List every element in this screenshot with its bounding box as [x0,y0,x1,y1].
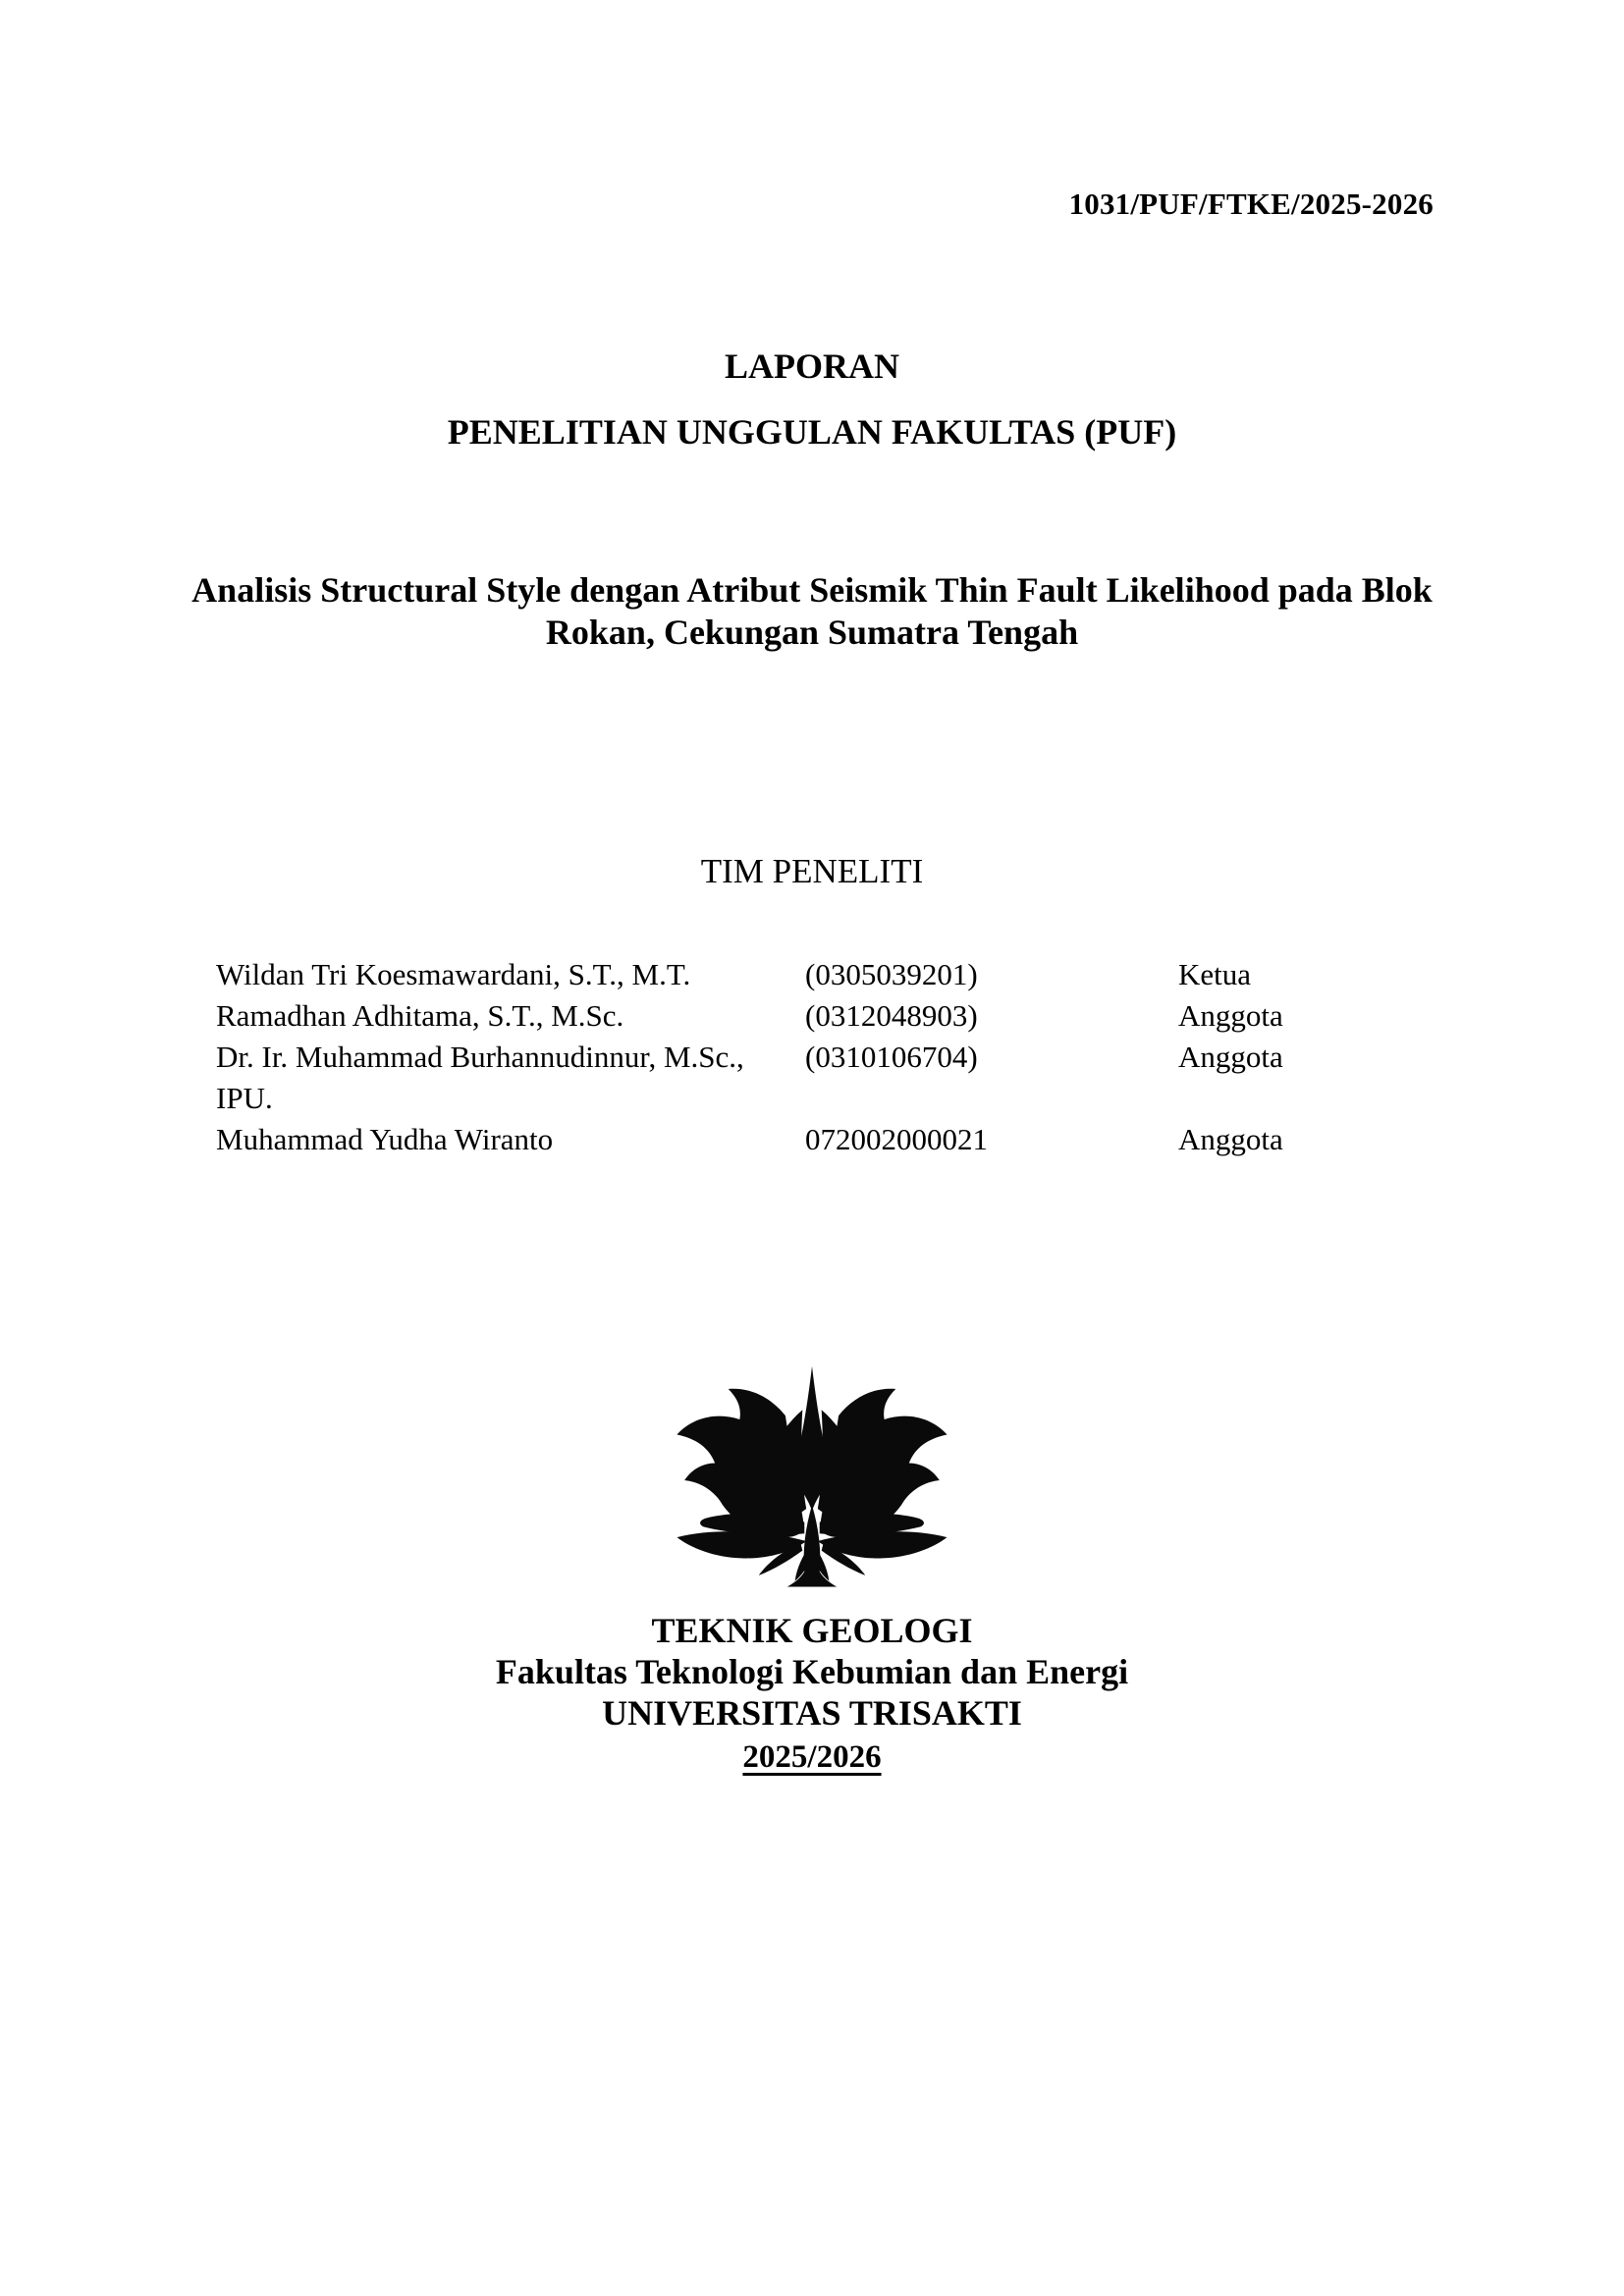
team-member-list [216,954,1447,1160]
research-title: Analisis Structural Style dengan Atribut Seismik Thin Fault Likelihood pada Blok Rokan, Cekungan Sumatra Tengah [191,570,1433,653]
member-role: Anggota [1178,1122,1283,1156]
member-id: (0312048903) [805,998,978,1033]
team-member-row [216,954,1447,995]
academic-year: 2025/2026 [742,1739,882,1775]
member-id: (0310106704) [805,1040,978,1074]
member-name: Wildan Tri Koesmawardani, S.T., M.T. [216,957,691,991]
right-half [810,1389,947,1581]
document-ref-number: 1031/PUF/FTKE/2025-2026 [1068,187,1434,221]
report-type-heading [0,346,1624,453]
member-id: (0305039201) [805,957,978,991]
report-type-line2: PENELITIAN UNGGULAN FAKULTAS (PUF) [447,412,1177,452]
team-member-row [216,1037,1447,1119]
member-name: Dr. Ir. Muhammad Burhannudinnur, M.Sc., IPU. [216,1040,744,1115]
member-role: Anggota [1178,998,1283,1033]
university-trisakti-logo-icon [660,1362,964,1594]
faculty-name: Fakultas Teknologi Kebumian dan Energi [495,1652,1129,1691]
institution-block [0,1610,1624,1778]
university-name: UNIVERSITAS TRISAKTI [602,1693,1022,1733]
team-member-row [216,1119,1447,1160]
member-id: 072002000021 [805,1122,988,1156]
report-type-line1: LAPORAN [725,347,899,386]
department-name: TEKNIK GEOLOGI [651,1611,973,1650]
team-section-heading: TIM PENELITI [700,852,924,890]
member-role: Ketua [1178,957,1252,991]
member-role: Anggota [1178,1040,1283,1074]
member-name: Ramadhan Adhitama, S.T., M.Sc. [216,998,624,1033]
team-member-row [216,995,1447,1037]
member-name: Muhammad Yudha Wiranto [216,1122,554,1156]
left-half [677,1389,814,1581]
